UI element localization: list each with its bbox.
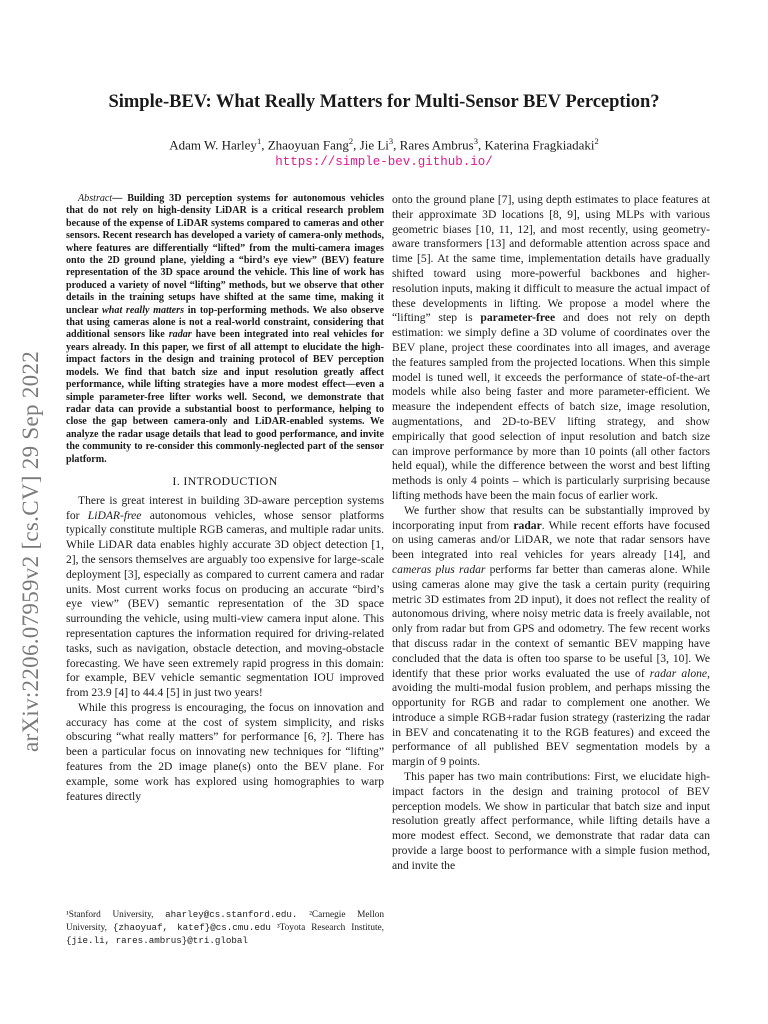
author-list: Adam W. Harley$^1$, Zhaoyuan Fang$^2$, Jie Li$^3$, Rares Ambrus$^3$, Katerina Fragkiadaki$^2$	[169, 136, 599, 153]
affiliation-mark: 1	[256, 136, 262, 146]
author-name: Zhaoyuan Fang	[267, 137, 349, 153]
abstract	[66, 193, 384, 466]
project-url-link[interactable]: https://simple-bev.github.io/	[275, 155, 493, 169]
body-emphasis: LiDAR-free	[87, 508, 142, 522]
arxiv-side-stamp: arXiv:2206.07959v2 [cs.CV] 29 Sep 2022	[18, 350, 43, 752]
body-bold: radar	[513, 518, 542, 532]
abstract-emphasis: radar	[168, 329, 192, 341]
affiliation-mark: 3	[473, 136, 478, 146]
author-name: Rares Ambrus	[399, 137, 474, 153]
email-address: {zhaoyuaf, katef}@cs.cmu.edu	[112, 921, 271, 933]
paper-title: Simple-BEV: What Really Matters for Multi-Sensor BEV Perception?	[108, 92, 660, 112]
body-text: and does not rely on depth estimation: we simply define a 3D volume of coordinates over the BEV plane, project these coordinates into all images, and average the features sampled from the projected locations. When this simple model is tuned well, it exceeds the performance of state-of-the-art models while also being faster and more parameter-efficient. We measure the independent effects of batch size, image resolution, augmentations, and 2D-to-BEV lifting strategy, and show empirically that good selection of input resolution and batch size can improve performance by more than 10 points (all other factors held equal), while the difference between the worst and best lifting methods is only 4 points – which is particularly surprising because lifting methods have been the main focus of earlier work.	[392, 311, 711, 502]
body-text: . While recent efforts have focused on using cameras and/or LiDAR, we note that radar sensors have been integrated into real vehicles for years already [14], and	[392, 518, 710, 562]
footnote-text: ³Toyota Research Institute,	[276, 922, 385, 933]
footnote-text: ²Carnegie Mellon University,	[66, 910, 384, 933]
email-address: {jie.li, rares.ambrus}@tri.global	[66, 934, 248, 946]
section-heading: I. INTRODUCTION	[172, 473, 278, 488]
email-address: aharley@cs.stanford.edu.	[165, 909, 298, 920]
body-paragraph	[392, 193, 710, 504]
right-column	[392, 193, 710, 874]
footnote-text: ¹Stanford University,	[66, 910, 154, 920]
body-text: autonomous vehicles, whose sensor platforms typically constitute multiple RGB cameras, and multiple radar units. While LiDAR data enables highly accurate 3D object detection [1, 2], the sensors themselves are arguably too expensive for large-scale deployment [3], especially as compared to current camera and radar units. Most current works focus on producing an accurate “bird’s eye view” (BEV) semantic representation of the 3D space surrounding the vehicle, using multi-view camera input alone. This representation captures the information required for driving-related tasks, such as navigation, obstacle detection, and moving-obstacle forecasting. We have seen extremely rapid progress in this domain: for example, BEV vehicle semantic segmentation IOU improved from 23.9 [4] to 44.4 [5] in just two years!	[66, 508, 384, 700]
abstract-text: have been integrated into real vehicles for years already. In this paper, we first of all attempt to elucidate the high-impact factors in the design and training protocol of BEV perception models. We find that batch size and input resolution greatly affect performance, while lifting strategies have a more modest effect—even a simple parameter-free lifter works well. Second, we demonstrate that radar data can provide a substantial boost to performance, helping to close the gap between camera-only and LiDAR-enabled systems. We analyze the radar usage details that lead to good performance, and invite the community to re-consider this commonly-neglected part of the sensor platform.	[66, 329, 384, 465]
affiliation-mark: 2	[594, 136, 599, 146]
abstract-text: — Building 3D perception systems for autonomous vehicles that do not rely on high-density LiDAR is a critical research problem because of the expense of LiDAR systems compared to cameras and other sensors. Recent research has developed a variety of camera-only methods, where features are differentially “lifted” from the multi-camera images onto the 2D ground plane, yielding a “bird’s eye view” (BEV) feature representation of the 3D space around the vehicle. This line of work has produced a variety of novel “lifting” methods, but we observe that other details in the training setups have shifted at the same time, making it unclear	[66, 193, 384, 316]
affiliation-mark: 3	[388, 136, 394, 146]
abstract-emphasis: what really matters	[102, 304, 185, 316]
author-name: Jie Li	[359, 137, 389, 153]
author-name: Katerina Fragkiadaki	[484, 137, 595, 153]
body-text: There is great interest in building 3D-aware perception systems for	[66, 493, 384, 522]
body-paragraph	[66, 494, 384, 701]
footnote	[66, 909, 384, 947]
abstract-label: Abstract	[78, 193, 113, 204]
author-name: Adam W. Harley	[169, 137, 257, 153]
body-emphasis: cameras plus radar	[392, 562, 486, 576]
body-text: performs far better than cameras alone. While using cameras alone may give the task a certain purity (requiring metric 3D estimates from 2D input), it does not reflect the reality of autonomous driving, where noisy metric data is freely available, not only from radar but from GPS and odometry. The few recent works that discuss radar in the context of semantic BEV mapping have concluded that the data is often too sparse to be useful [3, 10]. We identify that these prior works evaluated the use of	[392, 562, 710, 680]
abstract-text: in top-performing methods. We also observe that using cameras alone is not a real-world constraint, considering that additional sensors like	[66, 304, 385, 341]
body-emphasis: radar alone	[649, 666, 708, 680]
body-paragraph	[392, 504, 710, 770]
body-paragraph: While this progress is encouraging, the focus on innovation and accuracy has come at the cost of system simplicity, and risks obscuring “what really matters” for performance [6, ?]. There has been a particular focus on innovating new techniques for “lifting” features from the 2D image plane(s) onto the BEV plane. For example, some work has explored using homographies to warp features directly	[66, 700, 384, 803]
affiliation-mark: 2	[348, 136, 354, 146]
body-text: onto the ground plane [7], using depth estimates to place features at their approximate 3D locations [8, 9], using MLPs with various geometric biases [10, 11, 12], and most recently, using geometry-aware transformers [13] and deformable attention across space and time [5]. At the same time, implementation details have gradually shifted toward using more-powerful backbones and higher-resolution inputs, making it difficult to measure the actual impact of these developments in lifting. We propose a model where the “lifting” step is	[392, 193, 710, 325]
left-column	[66, 193, 384, 804]
body-bold: parameter-free	[480, 311, 556, 325]
body-paragraph: This paper has two main contributions: First, we elucidate high-impact factors in the design and training protocol of BEV perception models. We show in particular that batch size and input resolution greatly affect performance, while lifting details have a more modest effect. Second, we demonstrate that radar data can provide a large boost to performance with a simple fusion method, and invite the	[392, 770, 710, 872]
body-text: , avoiding the multi-modal fusion problem, and perhaps missing the opportunity for RGB and radar to complement one another. We introduce a simple RGB+radar fusion strategy (rasterizing the radar in BEV and concatenating it to the RGB features) and exceed the performance of all published BEV segmentation models by a margin of 9 points.	[392, 666, 710, 769]
body-text: We further show that results can be substantially improved by incorporating input from	[392, 503, 710, 532]
